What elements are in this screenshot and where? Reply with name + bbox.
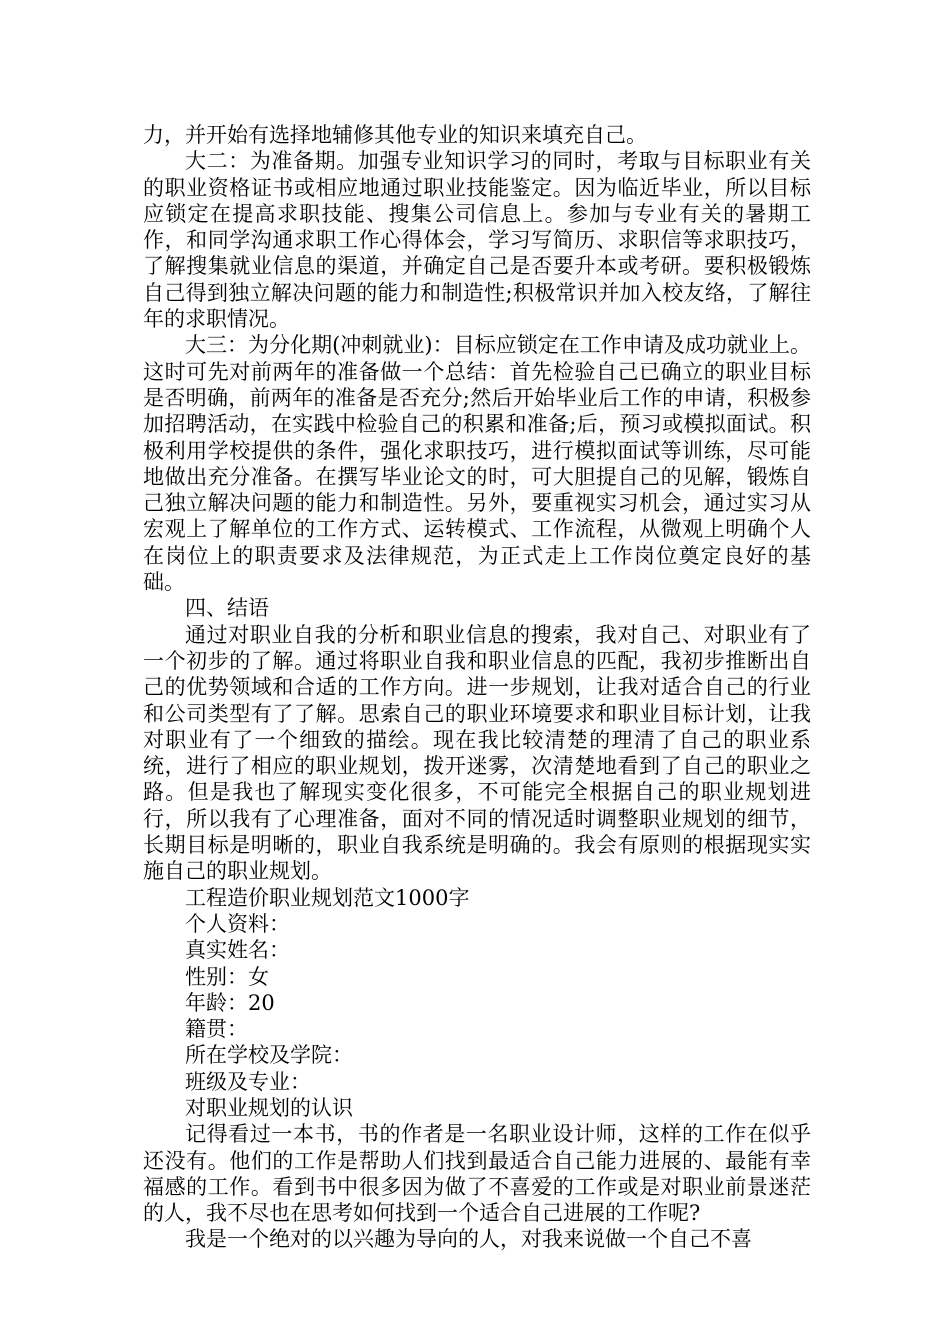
info-class-major: 班级及专业： <box>185 1069 311 1094</box>
info-age: 年龄：20 <box>185 990 275 1015</box>
paragraph-interest-oriented: 我是一个绝对的以兴趣为导向的人，对我来说做一个自己不喜 <box>185 1227 752 1252</box>
info-school: 所在学校及学院： <box>185 1043 353 1068</box>
article-title: 工程造价职业规划范文1000字 <box>185 885 470 910</box>
info-hometown: 籍贯： <box>185 1017 248 1042</box>
paragraph-conclusion: 通过对职业自我的分析和职业信息的搜索，我对自己、对职业有了一个初步的了解。通过将职业自我和职业信息的匹配，我初步推断出自己的优势领域和合适的工作方向。进一步规划，让我对适合自己的行业和公司类型有了了解。思索自己的职业环境要求和职业目标计划，让我对职业有了一个细致的描绘。现在我比较清楚的理清了自己的职业系统，进行了相应的职业规划，拨开迷雾，次清楚地看到了自己的职业之路。但是我也了解现实变化很多，不可能完全根据自己的职业规划进行，所以我有了心理准备，面对不同的情况适时调整职业规划的细节，长期目标是明晰的，职业自我系统是明确的。我会有原则的根据现实实施自己的职业规划。 <box>143 622 811 884</box>
paragraph-junior-year: 大三：为分化期(冲刺就业)：目标应锁定在工作申请及成功就业上。这时可先对前两年的准备做一个总结：首先检验自己已确立的职业目标是否明确，前两年的准备是否充分;然后开始毕业后工作的申请，积极参加招聘活动，在实践中检验自己的积累和准备;后，预习或模拟面试。积极利用学校提供的条件，强化求职技巧，进行模拟面试等训练，尽可能地做出充分准备。在撰写毕业论文的时，可大胆提自己的见解，锻炼自己独立解决问题的能力和制造性。另外，要重视实习机会，通过实习从宏观上了解单位的工作方式、运转模式、工作流程，从微观上明确个人在岗位上的职责要求及法律规范，为正式走上工作岗位奠定良好的基础。 <box>143 333 811 595</box>
paragraph-book-memory: 记得看过一本书，书的作者是一名职业设计师，这样的工作在似乎还没有。他们的工作是帮助人们找到最适合自己能力进展的、最能有幸福感的工作。看到书中很多因为做了不喜爱的工作或是对职业前景迷茫的人，我不尽也在思考如何找到一个适合自己进展的工作呢? <box>143 1122 811 1226</box>
info-personal-data: 个人资料： <box>185 911 290 936</box>
paragraph-continuation: 力，并开始有选择地辅修其他专业的知识来填充自己。 <box>143 123 647 147</box>
document-page <box>143 122 811 1253</box>
info-gender: 性别：女 <box>185 964 269 989</box>
section-heading-understanding: 对职业规划的认识 <box>185 1095 353 1120</box>
section-heading-conclusion: 四、结语 <box>185 596 269 621</box>
info-real-name: 真实姓名： <box>185 938 290 963</box>
paragraph-sophomore-year: 大二：为准备期。加强专业知识学习的同时，考取与目标职业有关的职业资格证书或相应地通过职业技能鉴定。因为临近毕业，所以目标应锁定在提高求职技能、搜集公司信息上。参加与专业有关的暑期工作，和同学沟通求职工作心得体会，学习写简历、求职信等求职技巧，了解搜集就业信息的渠道，并确定自己是否要升本或考研。要积极锻炼自己得到独立解决问题的能力和制造性;积极常识并加入校友络，了解往年的求职情况。 <box>143 149 811 332</box>
